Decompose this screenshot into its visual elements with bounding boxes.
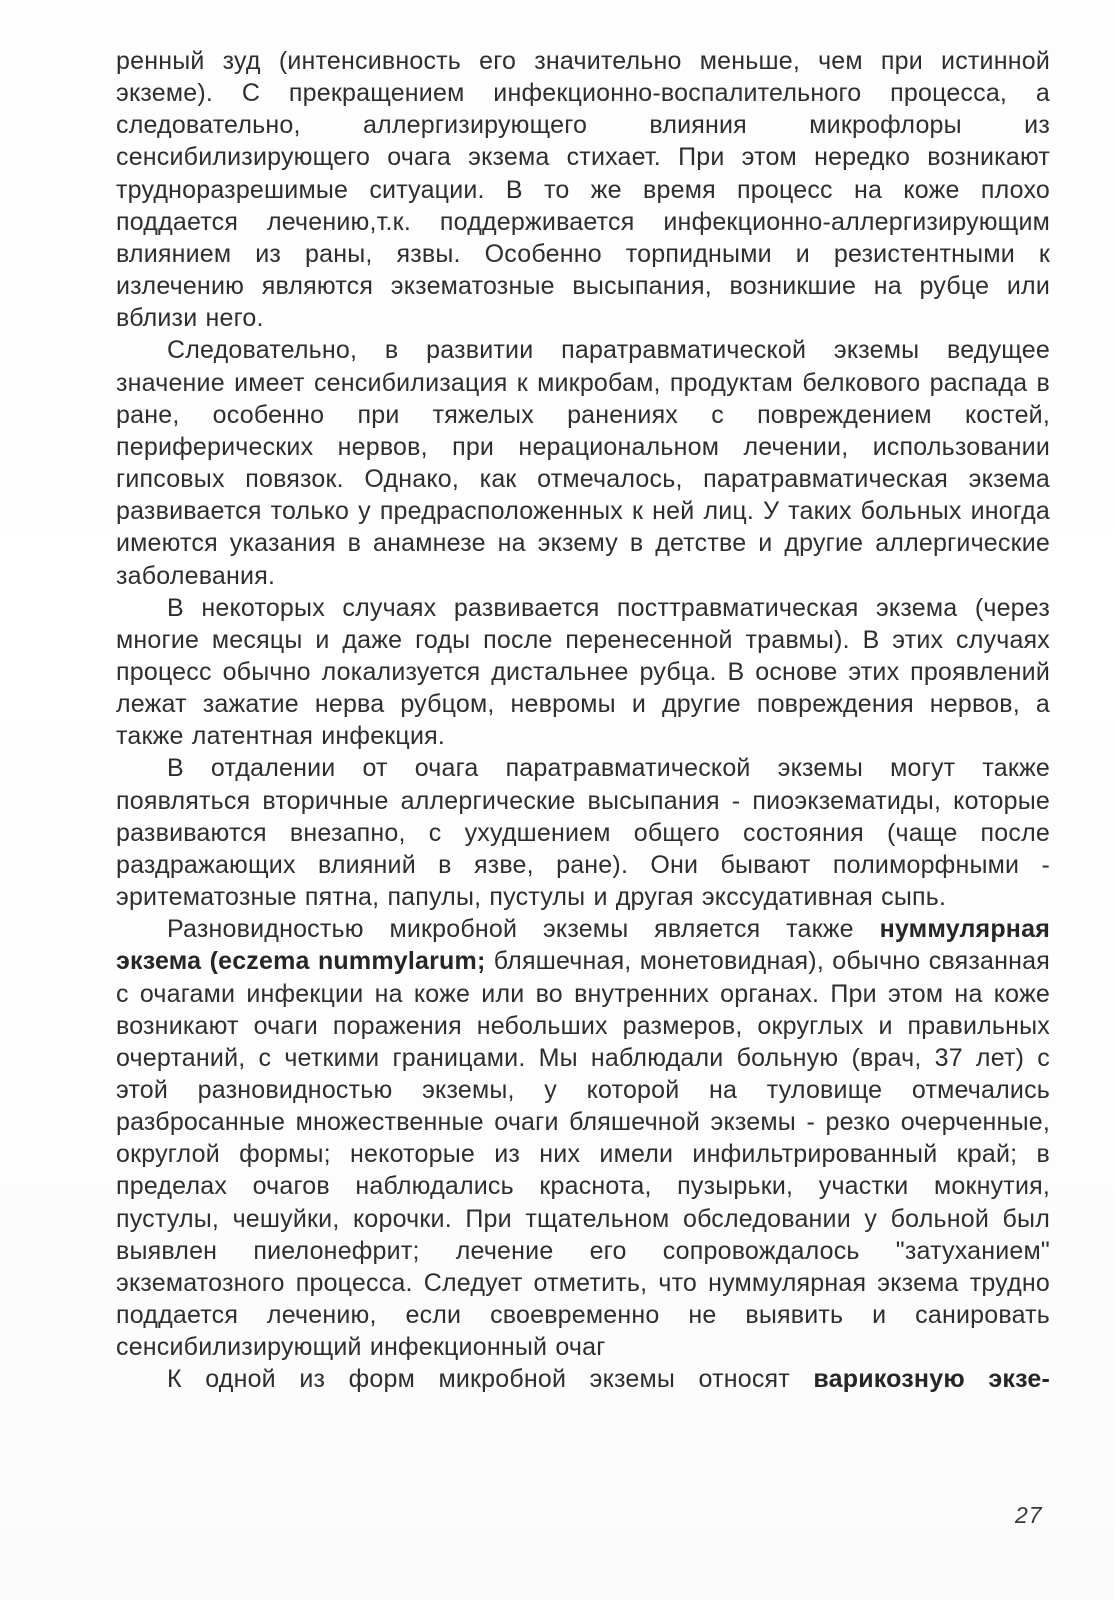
paragraph-6-bold-term: варикозную экзе- [813,1365,1050,1394]
paragraph-1: ренный зуд (интенсивность его значительно меньше, чем при истинной экземе). С прекращением инфекционно-воспалительного процесса, а следовательно, аллергизирующего влияния микрофлоры из сенсибилизирующего очага экзема стихает. При этом нередко возникают трудноразрешимые ситуации. В то же время процесс на коже плохо поддается лечению,т.к. поддерживается инфекционно-аллергизирующим влиянием из раны, язвы. Особенно торпидными и резистентными к излечению являются экзематозные высыпания, возникшие на рубце или вблизи него. [116,47,1050,333]
paragraph-5-text-before: Разновидностью микробной экземы является также [167,915,880,944]
body-text [116,45,1050,1396]
paragraph-6-text-before: К одной из форм микробной экземы относят [167,1365,814,1394]
paragraph-5-bold-term: нуммулярная экзема (eczema nummylarum; [116,915,1050,976]
paragraph-4: В отдалении от очага паратравматической экземы могут также появляться вторичные аллергические высыпания - пиоэкзематиды, которые развиваются внезапно, с ухудшением общего состояния (чаще после раздражающих влияний в язве, ране). Они бывают полиморфными - эритематозные пятна, папулы, пустулы и другая экссудативная сыпь. [116,754,1050,912]
page-number: 27 [1015,1502,1043,1528]
paragraph-5 [116,913,1050,1363]
paragraph-3: В некоторых случаях развивается посттравматическая экзема (через многие месяцы и даже годы после перенесенной травмы). В этих случаях процесс обычно локализуется дистальнее рубца. В основе этих проявлений лежат зажатие нерва рубцом, невромы и другие повреждения нервов, а также латентная инфекция. [116,593,1050,751]
paragraph-6 [116,1363,1050,1395]
paragraph-2: Следовательно, в развитии паратравматической экземы ведущее значение имеет сенсибилизация к микробам, продуктам белкового распада в ране, особенно при тяжелых ранениях с повреждением костей, периферических нервов, при нерациональном лечении, использовании гипсовых повязок. Однако, как отмечалось, паратравматическая экзема развивается только у предрасположенных к ней лиц. У таких больных иногда имеются указания в анамнезе на экзему в детстве и другие аллергические заболевания. [116,336,1050,590]
paragraph-5-text-after: бляшечная, монетовидная), обычно связанная с очагами инфекции на коже или во внутренних органах. При этом на коже возникают очаги поражения небольших размеров, округлых и правильных очертаний, с четкими границами. Мы наблюдали больную (врач, 37 лет) с этой разновидностью экземы, у которой на туловище отмечались разбросанные множественные очаги бляшечной экземы - резко очерченные, округлой формы; некоторые из них имели инфильтрированный край; в пределах очагов наблюдались краснота, пузырьки, участки мокнутия, пустулы, чешуйки, корочки. При тщательном обследовании у больной был выявлен пиелонефрит; лечение его сопровождалось "затуханием" экзематозного процесса. Следует отметить, что нуммулярная экзема трудно поддается лечению, если своевременно не выявить и санировать сенсибилизирующий инфекционный очаг [116,947,1050,1362]
